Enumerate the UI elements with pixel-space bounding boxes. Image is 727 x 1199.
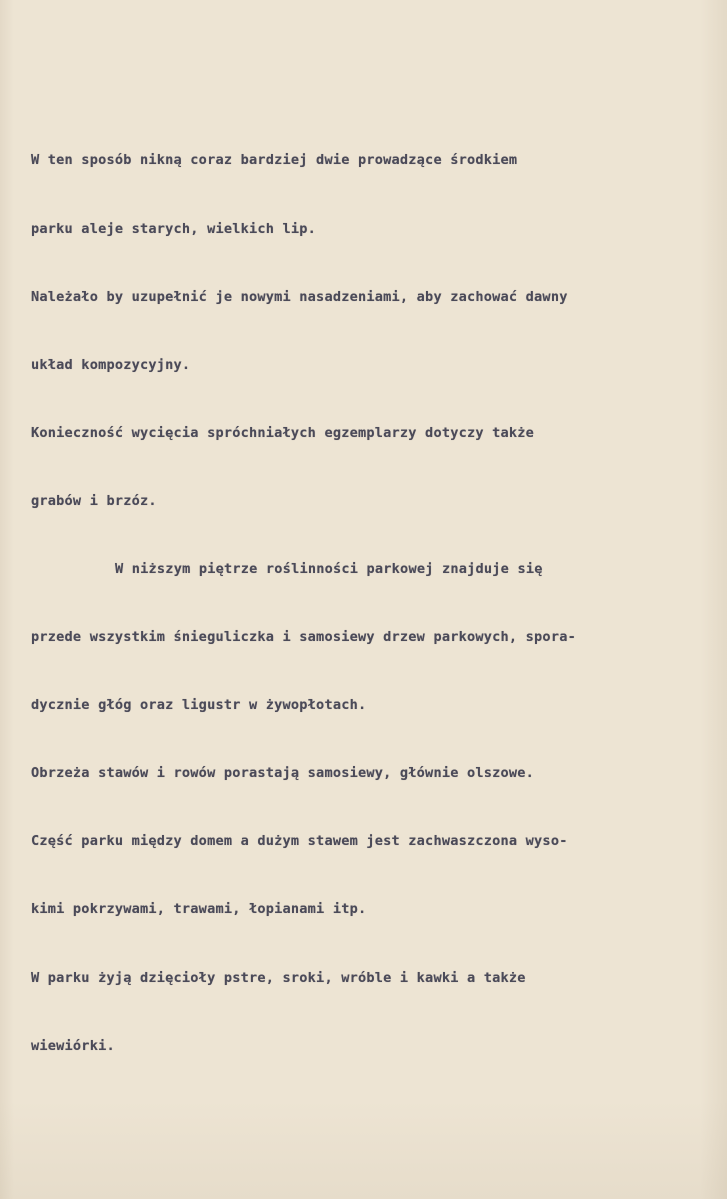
text-line: grabów i brzóz. <box>31 492 157 509</box>
text-line: przede wszystkim śnieguliczka i samosiewy drzew parkowych, spora- <box>31 629 576 646</box>
typewritten-text <box>31 104 711 1103</box>
text-line: W ten sposób nikną coraz bardziej dwie prowadzące środkiem <box>31 152 518 169</box>
text-line: Obrzeża stawów i rowów porastają samosiewy, głównie olszowe. <box>31 765 535 782</box>
text-line: Należało by uzupełnić je nowymi nasadzeniami, aby zachować dawny <box>31 288 568 305</box>
text-line: dycznie głóg oraz ligustr w żywopłotach. <box>31 697 367 714</box>
text-line: wiewiórki. <box>31 1037 115 1054</box>
text-line: Konieczność wycięcia spróchniałych egzemplarzy dotyczy także <box>31 424 535 441</box>
text-line: Część parku między domem a dużym stawem jest zachwaszczona wyso- <box>31 833 568 850</box>
text-line-indented: W niższym piętrze roślinności parkowej znajduje się <box>115 560 543 577</box>
text-line: kimi pokrzywami, trawami, łopianami itp. <box>31 901 367 918</box>
text-line: parku aleje starych, wielkich lip. <box>31 220 317 237</box>
text-line: W parku żyją dzięcioły pstre, sroki, wróble i kawki a także <box>31 969 526 986</box>
text-line: układ kompozycyjny. <box>31 356 191 373</box>
